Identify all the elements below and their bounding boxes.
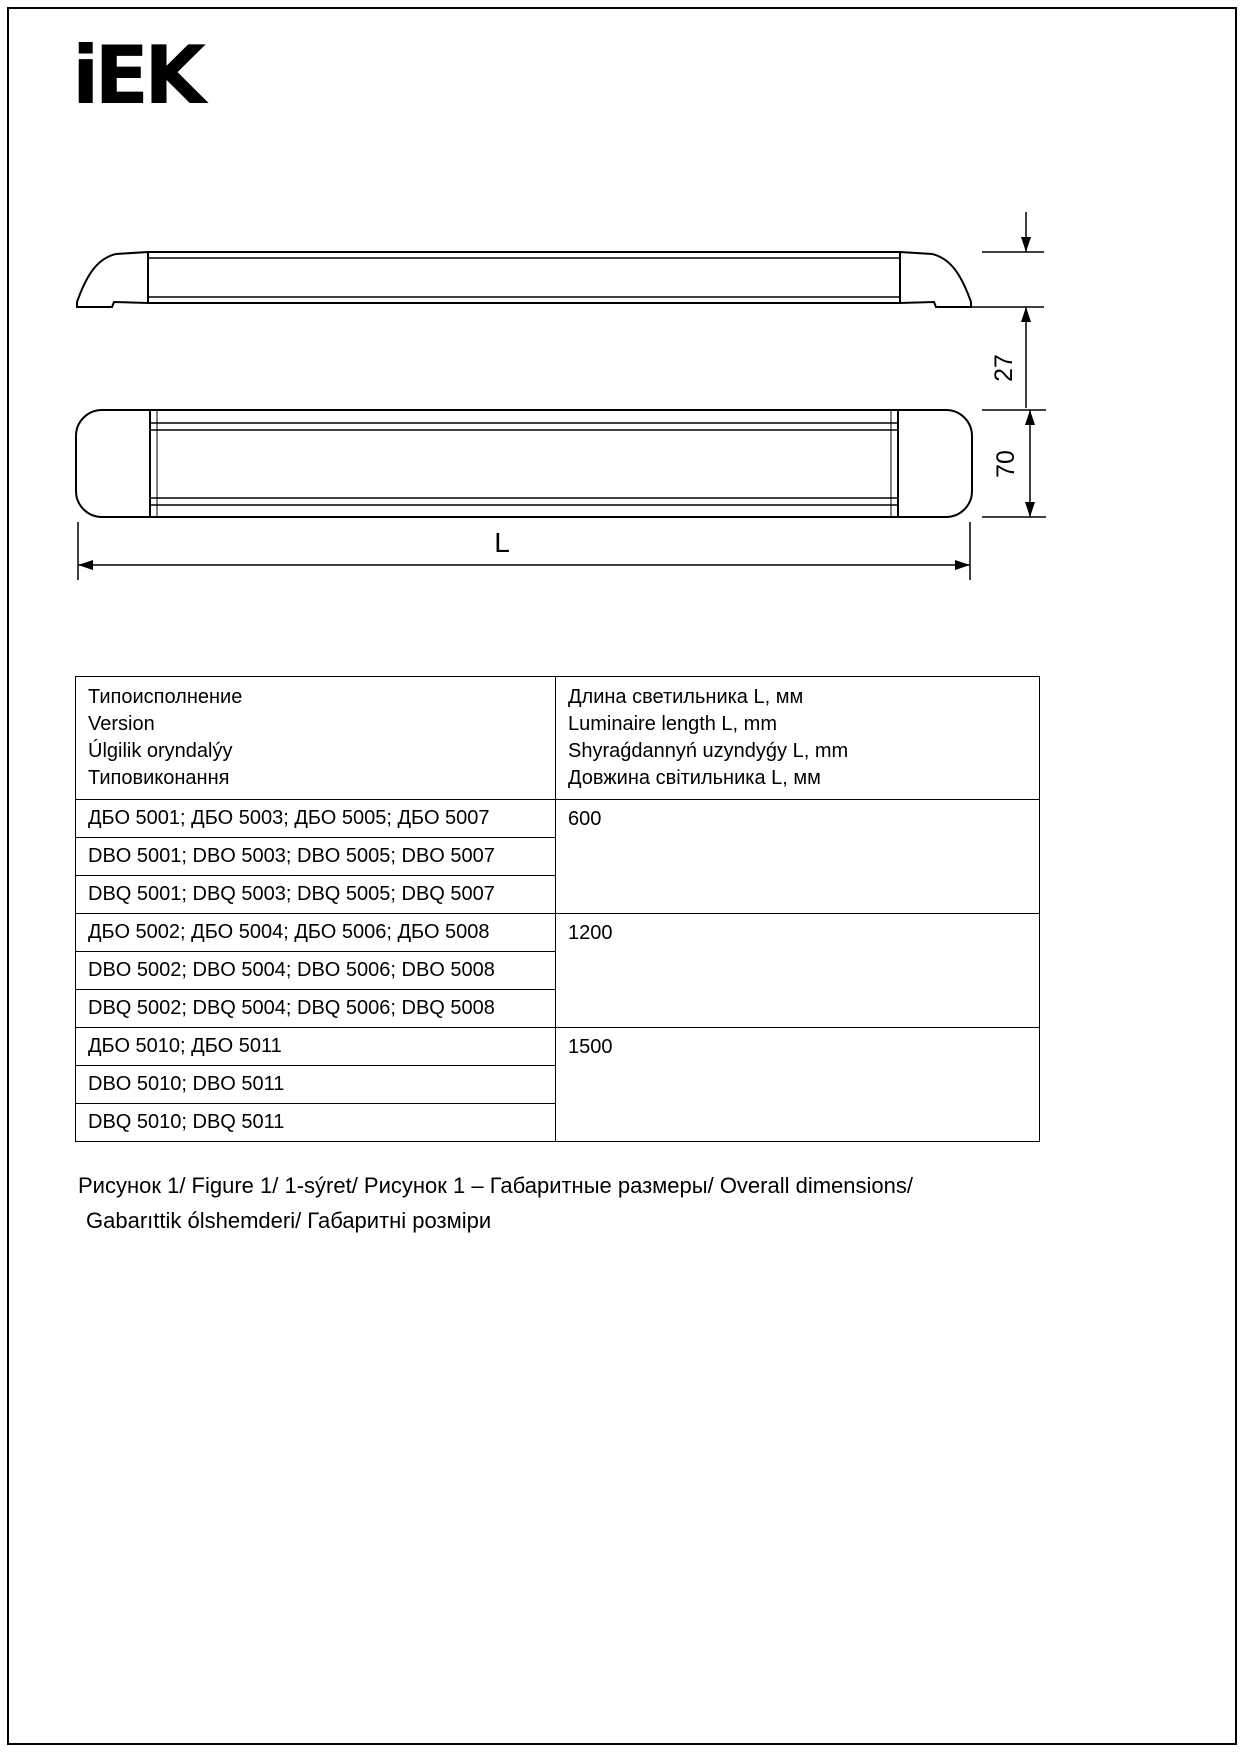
end-cap-left [77,252,148,307]
model-cell: DBQ 5002; DBQ 5004; DBQ 5006; DBQ 5008 [76,990,556,1028]
table-row [76,1028,1040,1066]
length-header [556,677,1040,800]
header-line: Типоисполнение [88,686,243,708]
header-line: Длина светильника L, мм [568,686,804,708]
front-outline [76,410,972,517]
length-cell: 1500 [556,1028,1040,1142]
model-cell: DBO 5001; DBO 5003; DBO 5005; DBO 5007 [76,838,556,876]
dimension-L [78,522,970,580]
luminaire-front-view [76,410,972,517]
table-header-row [76,677,1040,800]
luminaire-side-view [77,252,971,307]
profile-body [148,252,900,303]
header-line: Типовиконання [88,767,230,789]
model-cell: DBQ 5001; DBQ 5003; DBQ 5005; DBQ 5007 [76,876,556,914]
header-line: Luminaire length L, mm [568,713,777,735]
dim-70-label: 70 [992,450,1020,478]
caption-line-1: Рисунок 1/ Figure 1/ 1-sýret/ Рисунок 1 – Габаритные размеры/ Overall dimensions/ [78,1173,914,1198]
model-cell: DBO 5010; DBO 5011 [76,1066,556,1104]
version-header [76,677,556,800]
dim-L-label: L [494,527,510,558]
model-cell: ДБО 5010; ДБО 5011 [76,1028,556,1066]
table-row [76,914,1040,952]
end-cap-right [900,252,971,307]
model-cell: ДБО 5001; ДБО 5003; ДБО 5005; ДБО 5007 [76,800,556,838]
arrowhead [1025,502,1035,517]
caption-line-2: Gabarıttik ólshemderi/ Габаритні розміри [86,1208,492,1233]
header-line: Довжина світильника L, мм [568,767,821,789]
iek-logo: iEK [72,29,202,122]
length-cell: 1200 [556,914,1040,1028]
header-line: Úlgilik oryndalýy [88,740,233,762]
header-line: Version [88,713,155,735]
model-cell: DBO 5002; DBO 5004; DBO 5006; DBO 5008 [76,952,556,990]
table-row [76,800,1040,838]
model-cell: ДБО 5002; ДБО 5004; ДБО 5006; ДБО 5008 [76,914,556,952]
arrowhead [1021,237,1031,252]
length-cell: 600 [556,800,1040,914]
dimension-70 [982,410,1046,517]
dimension-27 [944,212,1044,408]
dimensions-table [75,676,1040,1142]
dimension-drawing [0,200,1244,610]
header-line: Shyraǵdannyń uzyndyǵy L, mm [568,740,849,762]
dim-27-label: 27 [990,354,1018,382]
figure-caption [78,1168,1178,1238]
arrowhead [78,560,93,570]
arrowhead [955,560,970,570]
arrowhead [1025,410,1035,425]
model-cell: DBQ 5010; DBQ 5011 [76,1104,556,1142]
arrowhead [1021,307,1031,322]
